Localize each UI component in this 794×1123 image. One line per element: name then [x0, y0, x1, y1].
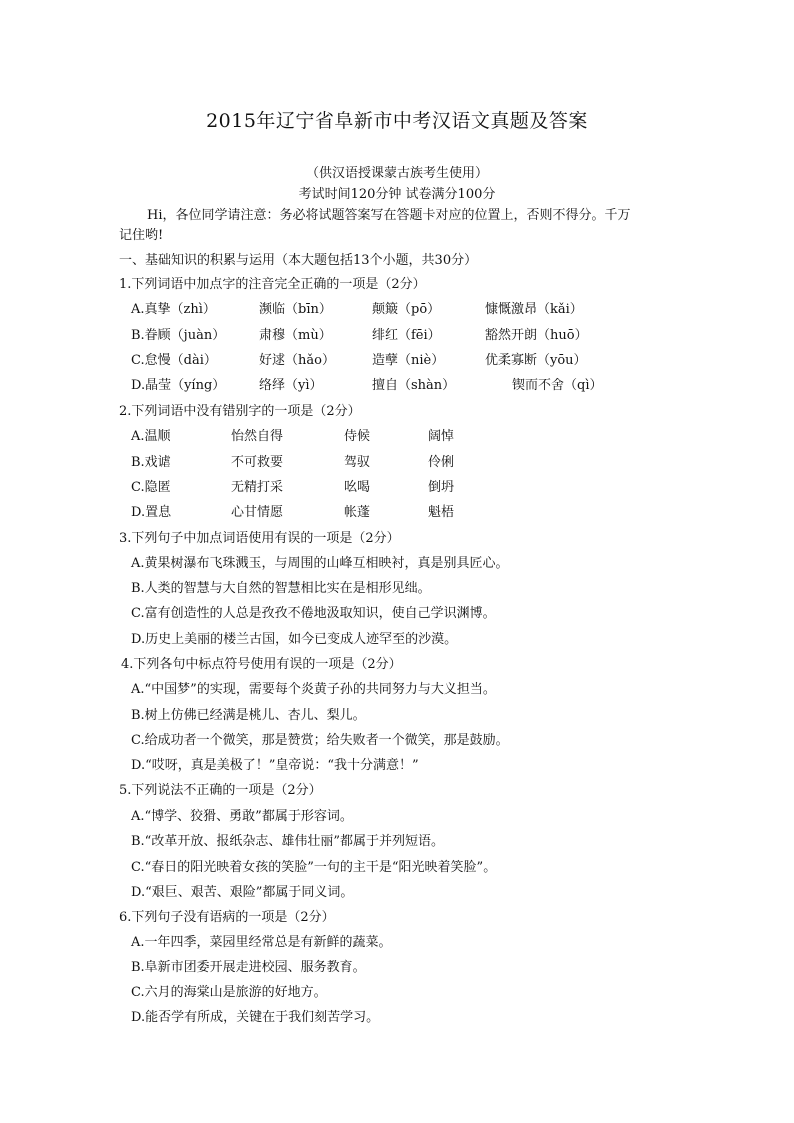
q2-option-cell: 伶俐: [428, 455, 455, 470]
q3-option: D.历史上美丽的楼兰古国，如今已变成人迹罕至的沙漠。: [131, 632, 458, 647]
document-title: 2015年辽宁省阜新市中考汉语文真题及答案: [206, 110, 588, 132]
q1-option-cell: 优柔寡断（yōu）: [485, 353, 587, 368]
q1-option-cell: B.眷顾（juàn）: [131, 328, 226, 343]
subtitle: （供汉语授课蒙古族考生使用）: [305, 166, 488, 181]
q2-option-cell: D.置息: [131, 505, 172, 520]
q1-option-cell: 绯红（fēi）: [372, 328, 441, 343]
q1-option-cell: 豁然开朗（huō）: [485, 328, 588, 343]
q3-option: A.黄果树瀑布飞珠溅玉，与周围的山峰互相映衬，真是别具匠心。: [131, 556, 509, 571]
q5-option: B.“改革开放、报纸杂志、雄伟壮丽”都属于并列短语。: [131, 834, 444, 849]
q2-option-cell: A.温顺: [131, 429, 171, 444]
q6-option: D.能否学有所成，关键在于我们刻苦学习。: [131, 1010, 380, 1025]
q6-option: C.六月的海棠山是旅游的好地方。: [131, 985, 327, 1000]
q2-option-cell: 魁梧: [428, 505, 455, 520]
q2-option-cell: 驾驭: [344, 455, 371, 470]
q2-option-cell: 怡然自得: [231, 429, 284, 444]
q4-option: D.“哎呀，真是美极了！”皇帝说：“我十分满意！”: [131, 758, 419, 773]
q2-option-cell: 无精打采: [231, 480, 284, 495]
question-4-stem: 4.下列各句中标点符号使用有误的一项是（2分）: [121, 657, 402, 672]
q6-option: A.一年四季，菜园里经常总是有新鲜的蔬菜。: [131, 935, 392, 950]
q2-option-cell: C.隐匿: [131, 480, 171, 495]
q3-option: C.富有创造性的人总是孜孜不倦地汲取知识，使自己学识渊博。: [131, 606, 496, 621]
q1-option-cell: C.怠慢（dài）: [131, 353, 217, 368]
section-heading: 一、基础知识的积累与运用（本大题包括13个小题，共30分）: [119, 253, 478, 268]
q1-option-cell: 慷慨激昂（kǎi）: [485, 302, 583, 317]
q5-option: C.“春日的阳光映着女孩的笑脸”一句的主干是“阳光映着笑脸”。: [131, 860, 497, 875]
q1-option-cell: 肃穆（mù）: [259, 328, 332, 343]
question-5-stem: 5.下列说法不正确的一项是（2分）: [119, 783, 322, 798]
q2-option-cell: 帐蓬: [344, 505, 371, 520]
q2-option-cell: 侍候: [344, 429, 371, 444]
q6-option: B.阜新市团委开展走进校园、服务教育。: [131, 960, 366, 975]
notice-line-1: Hi，各位同学请注意：务必将试题答案写在答题卡对应的位置上，否则不得分。千万: [147, 208, 631, 223]
q1-option-cell: 颠簸（pō）: [372, 302, 441, 317]
q2-option-cell: B.戏谑: [131, 455, 171, 470]
q2-option-cell: 心甘情愿: [231, 505, 284, 520]
question-6-stem: 6.下列句子没有语病的一项是（2分）: [119, 910, 335, 925]
q2-option-cell: 吆喝: [344, 480, 371, 495]
q2-option-cell: 倒坍: [428, 480, 455, 495]
q4-option: C.给成功者一个微笑，那是赞赏；给失败者一个微笑，那是鼓励。: [131, 733, 509, 748]
q1-option-cell: 好逑（hǎo）: [259, 353, 335, 368]
exam-info: 考试时间120分钟 试卷满分100分: [298, 187, 496, 202]
q1-option-cell: 濒临（bīn）: [259, 302, 332, 317]
q4-option: A.“中国梦”的实现，需要每个炎黄子孙的共同努力与大义担当。: [131, 682, 496, 697]
q1-option-cell: D.晶莹（yíng）: [131, 378, 226, 393]
q3-option: B.人类的智慧与大自然的智慧相比实在是相形见绌。: [131, 581, 431, 596]
question-2-stem: 2.下列词语中没有错别字的一项是（2分）: [119, 404, 361, 419]
question-3-stem: 3.下列句子中加点词语使用有误的一项是（2分）: [119, 531, 400, 546]
q2-option-cell: 不可救要: [231, 455, 284, 470]
notice-line-2: 记住哟!: [119, 228, 164, 243]
question-1-stem: 1.下列词语中加点字的注音完全正确的一项是（2分）: [119, 277, 426, 292]
q5-option: A.“博学、狡猾、勇敢”都属于形容词。: [131, 809, 353, 824]
q4-option: B.树上仿佛已经满是桃儿、杏儿、梨儿。: [131, 708, 366, 723]
q2-option-cell: 阔悼: [428, 429, 455, 444]
q1-option-cell: 擅自（shàn）: [372, 378, 456, 393]
q1-option-cell: 锲而不舍（qì）: [512, 378, 603, 393]
q5-option: D.“艰巨、艰苦、艰险”都属于同义词。: [131, 885, 354, 900]
q1-option-cell: 造孽（niè）: [372, 353, 445, 368]
q1-option-cell: A.真挚（zhì）: [131, 302, 216, 317]
q1-option-cell: 络绎（yì）: [259, 378, 323, 393]
